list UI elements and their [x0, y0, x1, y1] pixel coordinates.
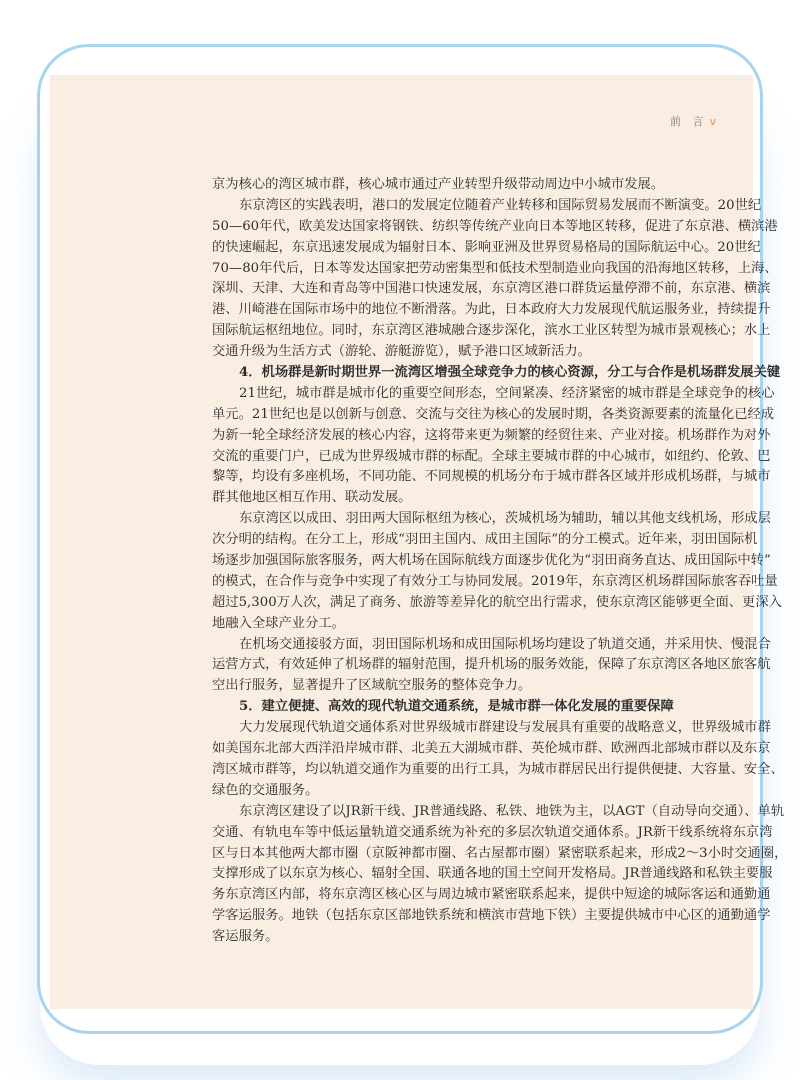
paragraph [212, 802, 788, 948]
text-line: 地融入全球产业分工。 [212, 615, 345, 631]
text-line: 次分明的结构。在分工上，形成“羽田主国内、成田主国际”的分工模式。近年来，羽田国际机 [212, 532, 758, 548]
section-title: 前 言 [669, 115, 708, 128]
text-line: 4．机场群是新时期世界一流湾区增强全球竞争力的核心资源，分工与合作是机场群发展关键 [239, 365, 781, 381]
page-body [212, 175, 788, 948]
text-line: 东京湾区的实践表明，港口的发展定位随着产业转移和国际贸易发展而不断演变。20世纪 [239, 197, 762, 213]
running-header [670, 113, 716, 129]
text-line: 21世纪，城市群是城市化的重要空间形态，空间紧凑、经济紧密的城市群是全球竞争的核心 [239, 385, 775, 401]
text-line: 群其他地区相互作用、联动发展。 [212, 490, 412, 506]
section-heading [212, 363, 781, 384]
text-line: 空出行服务，显著提升了区域航空服务的整体竞争力。 [212, 678, 532, 694]
text-line: 交通、有轨电车等中低运量轨道交通系统为补充的多层次轨道交通体系。JR新干线系统将东京湾 [212, 824, 773, 840]
paragraph [212, 175, 718, 196]
text-line: 绿色的交通服务。 [212, 782, 319, 798]
text-line: 运营方式，有效延伸了机场群的辐射范围，提升机场的服务效能，保障了东京湾区各地区旅客航 [212, 657, 771, 673]
text-line: 国际航运枢纽地位。同时，东京湾区港城融合逐步深化，滨水工业区转型为城市景观核心；水上 [212, 323, 771, 339]
text-line: 区与日本其他两大都市圈（京阪神都市圈、名古屋都市圈）紧密联系起来，形成2～3小时交通圈， [212, 845, 788, 861]
text-line: 交通升级为生活方式（游轮、游艇游览），赋予港口区域新活力。 [212, 344, 591, 360]
book-page [50, 75, 788, 1009]
text-line: 黎等，均设有多座机场，不同功能、不同规模的机场分布于城市群各区域并形成机场群，与城市 [212, 469, 771, 485]
text-line: 湾区城市群等，均以轨道交通作为重要的出行工具，为城市群居民出行提供便捷、大容量、安全、 [212, 761, 784, 777]
text-line: 的模式，在合作与竞争中实现了有效分工与协同发展。2019年，东京湾区机场群国际旅客吞吐量 [212, 573, 778, 589]
text-line: 的快速崛起，东京迅速发展成为辐射日本、影响亚洲及世界贸易格局的国际航运中心。20世纪 [212, 239, 761, 255]
text-line: 5．建立便捷、高效的现代轨道交通系统，是城市群一体化发展的重要保障 [239, 699, 674, 715]
text-line: 学客运服务。地铁（包括东京区部地铁系统和横滨市营地下铁）主要提供城市中心区的通勤通学 [212, 908, 771, 924]
text-line: 东京湾区以成田、羽田两大国际枢纽为核心，茨城机场为辅助，辅以其他支线机场，形成层 [239, 511, 771, 527]
paragraph [212, 384, 775, 509]
page-number: v [709, 115, 716, 128]
text-line: 超过5,300万人次，满足了商务、旅游等差异化的航空出行需求，使东京湾区能够更全面、更深入 [212, 594, 782, 610]
text-line: 客运服务。 [212, 929, 279, 945]
text-line: 大力发展现代轨道交通体系对世界级城市群建设与发展具有重要的战略意义，世界级城市群 [239, 720, 771, 736]
text-line: 在机场交通接驳方面，羽田国际机场和成田国际机场均建设了轨道交通，并采用快、慢混合 [239, 636, 771, 652]
text-line: 东京湾区建设了以JR新干线、JR普通线路、私铁、地铁为主，以AGT（自动导向交通）、单轨 [239, 803, 785, 819]
text-line: 港、川崎港在国际市场中的地位不断滑落。为此，日本政府大力发展现代航运服务业，持续提升 [212, 302, 771, 318]
text-line: 交流的重要门户，已成为世界级城市群的标配。全球主要城市群的中心城市，如纽约、伦敦、巴 [212, 448, 771, 464]
text-line: 50—60年代，欧美发达国家将钢铁、纺织等传统产业向日本等地区转移，促进了东京港、横滨港 [212, 218, 778, 234]
text-line: 如美国东北部大西洋沿岸城市群、北美五大湖城市群、英伦城市群、欧洲西北部城市群以及东京 [212, 741, 771, 757]
paragraph [212, 718, 784, 802]
paragraph [212, 196, 778, 363]
text-line: 为新一轮全球经济发展的核心内容，这将带来更为频繁的经贸往来、产业对接。机场群作为对外 [212, 427, 771, 443]
text-line: 支撑形成了以东京为核心、辐射全国、联通各地的国土空间开发格局。JR普通线路和私铁主要服 [212, 866, 773, 882]
text-line: 单元。21世纪也是以创新与创意、交流与交往为核心的发展时期，各类资源要素的流量化已经成 [212, 406, 775, 422]
text-line: 70—80年代后，日本等发达国家把劳动密集型和低技术型制造业向我国的沿海地区转移，上海、 [212, 260, 778, 276]
text-line: 京为核心的湾区城市群，核心城市通过产业转型升级带动周边中小城市发展。 [212, 177, 665, 192]
section-heading [212, 697, 718, 718]
text-line: 深圳、天津、大连和青岛等中国港口快速发展，东京湾区港口群货运量停滞不前，东京港、横滨 [212, 281, 771, 297]
paragraph [212, 635, 771, 698]
text-line: 务东京湾区内部，将东京湾区核心区与周边城市紧密联系起来，提供中短途的城际客运和通勤通 [212, 887, 771, 903]
paragraph [212, 509, 782, 634]
text-line: 场逐步加强国际旅客服务，两大机场在国际航线方面逐步优化为“羽田商务直达、成田国际中转” [212, 553, 771, 569]
